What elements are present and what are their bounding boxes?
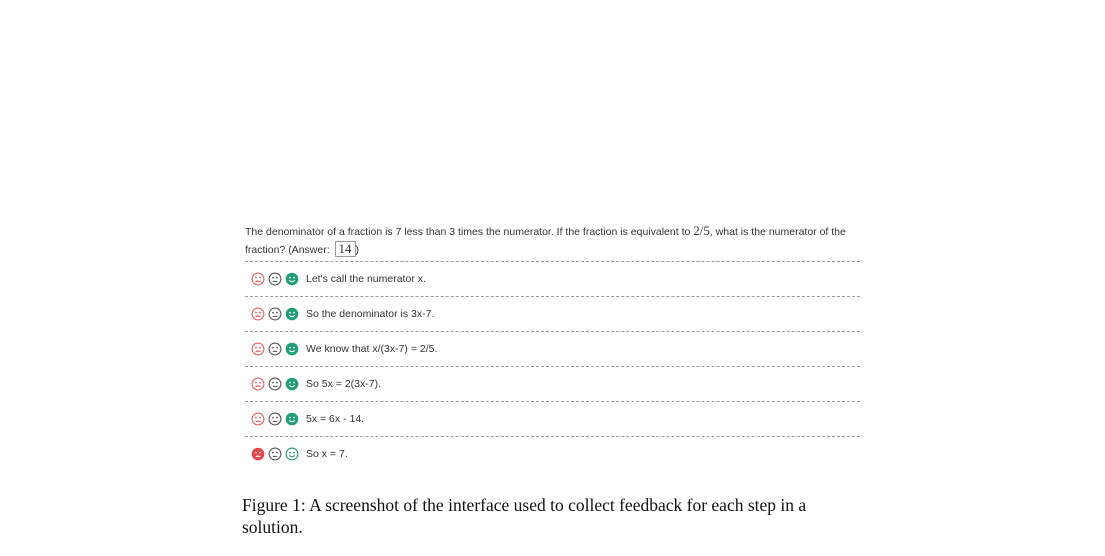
step-text: So x = 7. (306, 448, 348, 460)
smile-face-icon[interactable] (285, 342, 299, 356)
step-text: 5x = 6x - 14. (306, 413, 365, 425)
neutral-face-icon[interactable] (268, 272, 282, 286)
step-row (245, 261, 860, 296)
neutral-face-icon[interactable] (268, 377, 282, 391)
step-text: So the denominator is 3x-7. (306, 308, 435, 320)
frown-face-icon[interactable] (251, 342, 265, 356)
problem-text: The denominator of a fraction is 7 less than 3 times the numerator. If the fraction is equivalent to (245, 226, 691, 238)
problem-fraction: 2/5 (693, 223, 710, 238)
frown-face-icon[interactable] (251, 447, 265, 461)
neutral-face-icon[interactable] (268, 412, 282, 426)
rating-faces (251, 447, 299, 461)
rating-faces (251, 307, 299, 321)
problem-statement (242, 222, 860, 259)
step-row (245, 366, 860, 401)
frown-face-icon[interactable] (251, 377, 265, 391)
rating-faces (251, 377, 299, 391)
feedback-interface (242, 222, 860, 471)
step-row (245, 331, 860, 366)
step-list (242, 261, 860, 471)
smile-face-icon[interactable] (285, 377, 299, 391)
answer-close-paren: ) (355, 244, 360, 256)
step-text: We know that x/(3x-7) = 2/5. (306, 343, 438, 355)
neutral-face-icon[interactable] (268, 447, 282, 461)
neutral-face-icon[interactable] (268, 307, 282, 321)
smile-face-icon[interactable] (285, 272, 299, 286)
step-row (245, 401, 860, 436)
smile-face-icon[interactable] (285, 447, 299, 461)
step-text: Let's call the numerator x. (306, 273, 426, 285)
neutral-face-icon[interactable] (268, 342, 282, 356)
rating-faces (251, 412, 299, 426)
step-text: So 5x = 2(3x-7). (306, 378, 381, 390)
answer-box: 14 (335, 241, 356, 257)
rating-faces (251, 342, 299, 356)
step-row (245, 296, 860, 331)
smile-face-icon[interactable] (285, 412, 299, 426)
figure-caption: Figure 1: A screenshot of the interface used to collect feedback for each step in a solution. (242, 495, 807, 537)
problem-text-after: , what is the numerator of the fraction? (Answer: (245, 226, 846, 256)
frown-face-icon[interactable] (251, 307, 265, 321)
frown-face-icon[interactable] (251, 272, 265, 286)
smile-face-icon[interactable] (285, 307, 299, 321)
step-row (245, 436, 860, 471)
frown-face-icon[interactable] (251, 412, 265, 426)
rating-faces (251, 272, 299, 286)
